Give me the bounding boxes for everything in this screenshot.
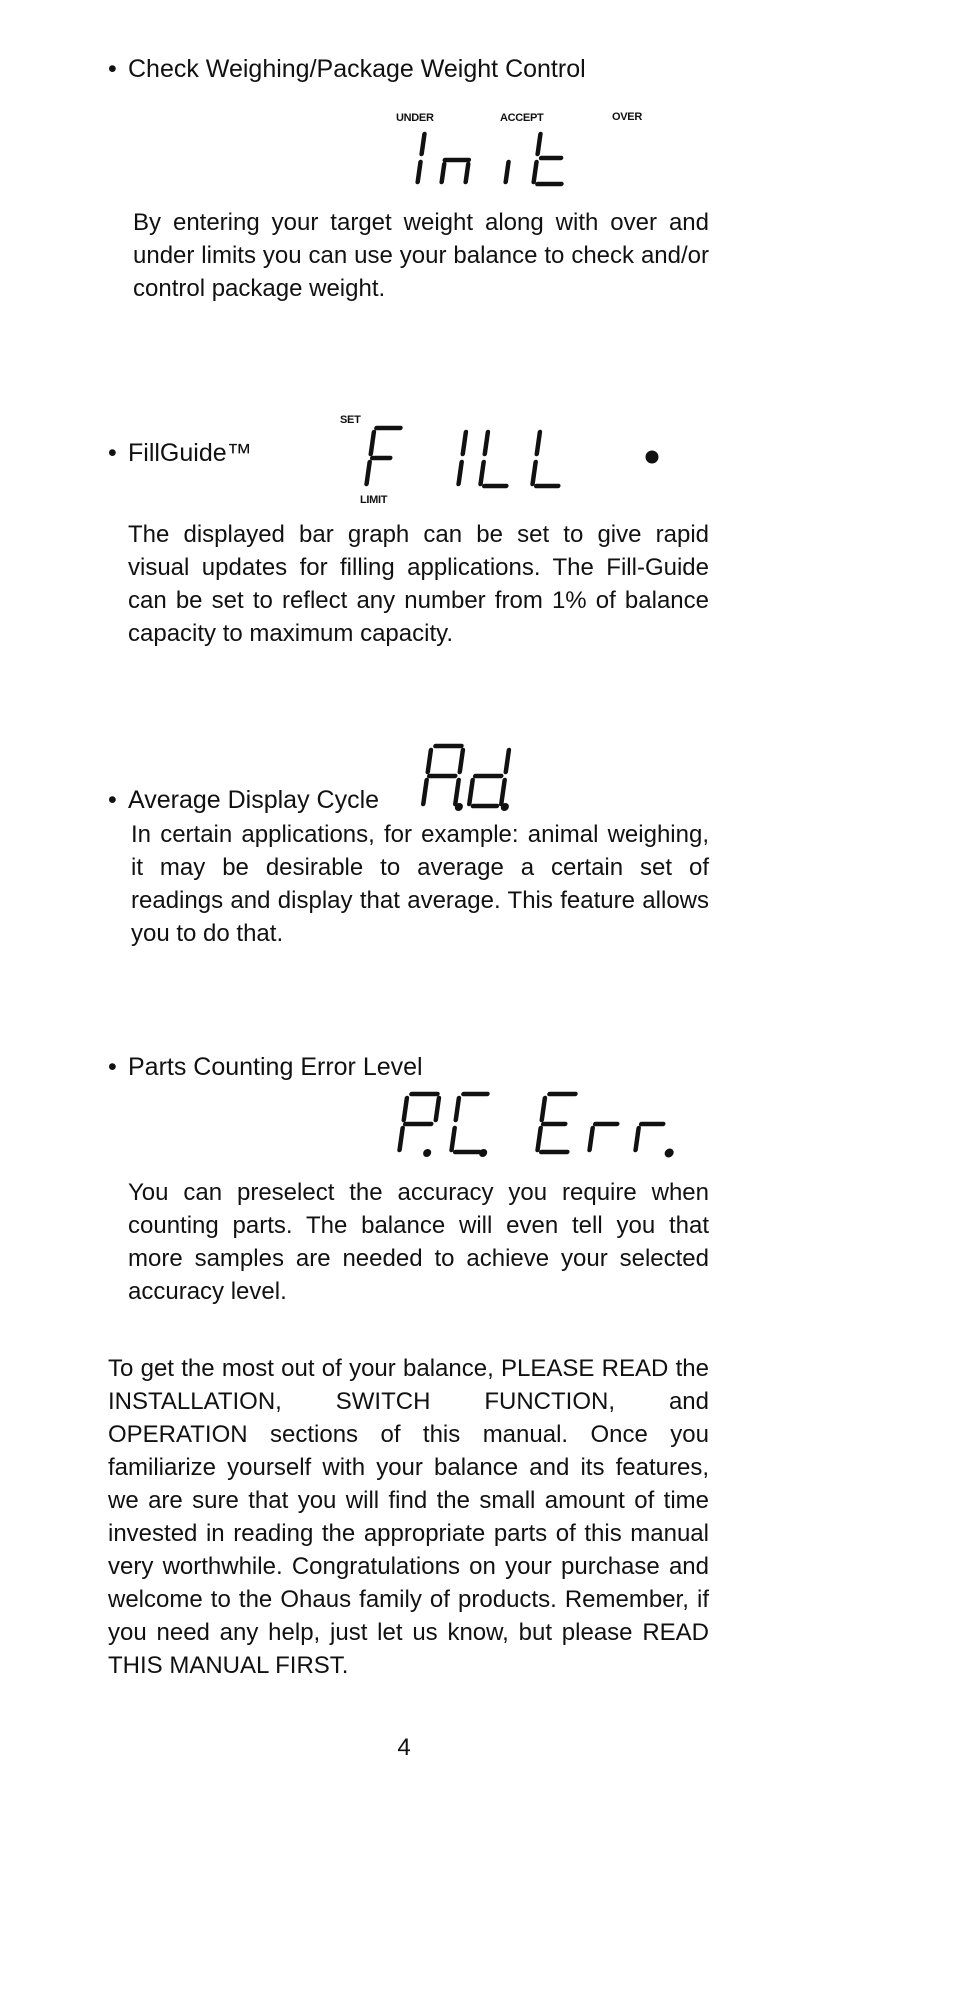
feature-description-average-display: In certain applications, for example: animal weighing, it may be desirable to average a certain set of readings and display that average. This feature allows you to do that. (131, 821, 709, 947)
feature-heading-parts-counting: • Parts Counting Error Level (108, 1053, 423, 1081)
indicator-over: OVER (612, 111, 642, 123)
bullet: • (108, 786, 117, 814)
lcd-display-init (405, 130, 595, 186)
lcd-display-pc-err (388, 1090, 708, 1160)
indicator-limit: LIMIT (360, 494, 388, 506)
feature-heading-fillguide: • FillGuide™ (108, 439, 252, 467)
indicator-accept: ACCEPT (500, 112, 544, 124)
closing-paragraph: To get the most out of your balance, PLEASE READ the INSTALLATION, SWITCH FUNCTION, and OPERATION sections of this manual. Once you familiarize yourself with your balance and its features, we are sure that you will find the small amount of time invested in reading the appropriate parts of this manual very worthwhile. Congratulations on your purchase and welcome to the Ohaus family of products. Remember, if you need any help, just let us know, but please READ THIS MANUAL FIRST. (108, 1355, 709, 1679)
bullet: • (108, 55, 117, 83)
lcd-display-ad (408, 742, 518, 812)
lcd-display-fill (355, 424, 565, 490)
page-number: 4 (397, 1734, 411, 1761)
feature-description-fillguide: The displayed bar graph can be set to give rapid visual updates for filling applications. The Fill-Guide can be set to reflect any number from 1% of balance capacity to maximum capacity. (128, 521, 709, 647)
feature-description-check-weighing: By entering your target weight along with over and under limits you can use your balance to check and/or control package weight. (133, 209, 709, 302)
indicator-set: SET (340, 414, 361, 426)
feature-heading-check-weighing: • Check Weighing/Package Weight Control (108, 55, 586, 83)
bullet: • (108, 1053, 117, 1081)
fillguide-dot-indicator (644, 449, 660, 465)
bullet: • (108, 439, 117, 467)
feature-description-parts-counting: You can preselect the accuracy you require when counting parts. The balance will even tell you that more samples are needed to achieve your selected accuracy level. (128, 1179, 709, 1305)
indicator-under: UNDER (396, 112, 434, 124)
feature-heading-average-display: • Average Display Cycle (108, 786, 380, 814)
